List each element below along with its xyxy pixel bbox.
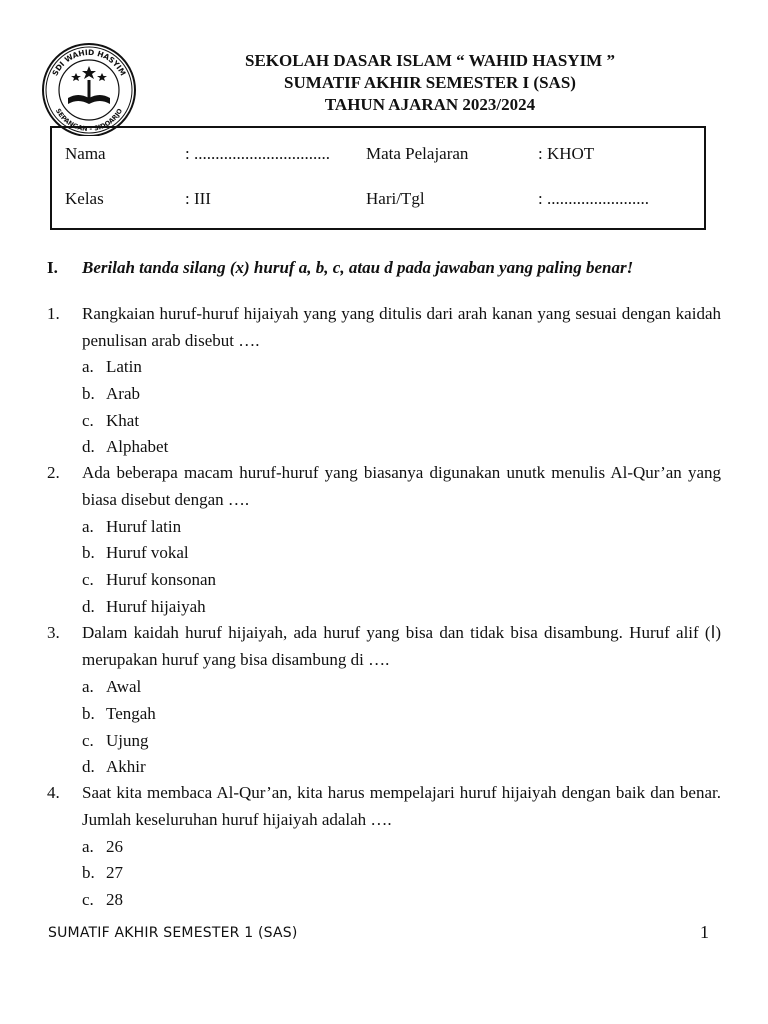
- option-text: Huruf hijaiyah: [106, 597, 206, 616]
- option-text: Latin: [106, 357, 142, 376]
- question-text: Saat kita membaca Al-Qur’an, kita harus mempelajari huruf hijaiyah dengan baik dan benar. Jumlah keseluruhan huruf hijaiyah adalah ….: [82, 783, 721, 829]
- option-text: Alphabet: [106, 437, 169, 456]
- option-letter: b.: [82, 863, 95, 882]
- question-1: [47, 301, 721, 354]
- question-text: Dalam kaidah huruf hijaiyah, ada huruf yang bisa dan tidak bisa disambung. Huruf alif (ا) merupakan huruf yang bisa disambung di ….: [82, 623, 721, 669]
- option-letter: b.: [82, 384, 95, 403]
- option-text: Awal: [106, 677, 142, 696]
- option-letter: a.: [82, 837, 94, 856]
- option-1b: [82, 384, 140, 404]
- option-4b: [82, 863, 123, 883]
- option-letter: a.: [82, 517, 94, 536]
- question-text: Rangkaian huruf-huruf hijaiyah yang yang ditulis dari arah kanan yang sesuai dengan kaidah penulisan arab disebut ….: [82, 304, 721, 350]
- section-instruction: Berilah tanda silang (x) huruf a, b, c, atau d pada jawaban yang paling benar!: [82, 258, 634, 277]
- exam-title: SUMATIF AKHIR SEMESTER I (SAS): [284, 73, 576, 92]
- nama-field: : ................................: [185, 144, 330, 163]
- logo-ring-text-top: SDI WAHID HASYIM: [50, 47, 128, 78]
- option-letter: a.: [82, 677, 94, 696]
- subject-label: Mata Pelajaran: [366, 144, 469, 163]
- option-2c: [82, 570, 216, 590]
- option-text: 27: [106, 863, 123, 882]
- option-1c: [82, 411, 139, 431]
- page-footer-title: SUMATIF AKHIR SEMESTER 1 (SAS): [48, 925, 298, 941]
- page-number: 1: [700, 922, 709, 942]
- kelas-label: Kelas: [65, 189, 104, 208]
- option-text: Huruf vokal: [106, 543, 189, 562]
- option-text: Tengah: [106, 704, 156, 723]
- option-letter: d.: [82, 597, 95, 616]
- option-text: 26: [106, 837, 123, 856]
- question-3: [47, 620, 721, 673]
- section-number: I.: [47, 258, 58, 277]
- school-name: SEKOLAH DASAR ISLAM “ WAHID HASYIM ”: [245, 51, 615, 70]
- nama-label: Nama: [65, 144, 106, 163]
- student-identity-box: [50, 126, 706, 230]
- option-text: 28: [106, 890, 123, 909]
- option-letter: c.: [82, 731, 94, 750]
- document-header: [150, 50, 710, 116]
- school-logo: [38, 40, 140, 136]
- option-4c: [82, 890, 123, 910]
- question-text: Ada beberapa macam huruf-huruf yang biasanya digunakan unutk menulis Al-Qur’an yang biasa disebut dengan ….: [82, 463, 721, 509]
- section-heading: [47, 258, 633, 278]
- option-2d: [82, 597, 206, 617]
- option-1d: [82, 437, 168, 457]
- option-letter: c.: [82, 411, 94, 430]
- question-4: [47, 780, 721, 833]
- option-letter: d.: [82, 437, 95, 456]
- option-3c: [82, 731, 149, 751]
- option-3d: [82, 757, 146, 777]
- option-text: Arab: [106, 384, 140, 403]
- option-3a: [82, 677, 141, 697]
- question-number: 1.: [47, 304, 60, 323]
- option-letter: b.: [82, 704, 95, 723]
- option-2a: [82, 517, 181, 537]
- date-field: : ........................: [538, 189, 649, 208]
- option-1a: [82, 357, 142, 377]
- academic-year: TAHUN AJARAN 2023/2024: [324, 95, 536, 114]
- kelas-value: : III: [185, 189, 211, 208]
- option-text: Akhir: [106, 757, 146, 776]
- option-4a: [82, 837, 123, 857]
- subject-value: : KHOT: [538, 144, 595, 163]
- option-letter: a.: [82, 357, 94, 376]
- question-number: 3.: [47, 623, 60, 642]
- question-2: [47, 460, 721, 513]
- question-number: 2.: [47, 463, 60, 482]
- option-text: Ujung: [106, 731, 149, 750]
- logo-ring-text-bottom: SEPANGAN - SIDOARJO: [53, 107, 125, 134]
- option-letter: b.: [82, 543, 95, 562]
- option-text: Huruf latin: [106, 517, 182, 536]
- option-text: Khat: [106, 411, 140, 430]
- option-letter: c.: [82, 890, 94, 909]
- option-2b: [82, 543, 189, 563]
- option-letter: d.: [82, 757, 95, 776]
- question-number: 4.: [47, 783, 60, 802]
- option-text: Huruf konsonan: [106, 570, 217, 589]
- option-3b: [82, 704, 156, 724]
- option-letter: c.: [82, 570, 94, 589]
- date-label: Hari/Tgl: [366, 189, 425, 208]
